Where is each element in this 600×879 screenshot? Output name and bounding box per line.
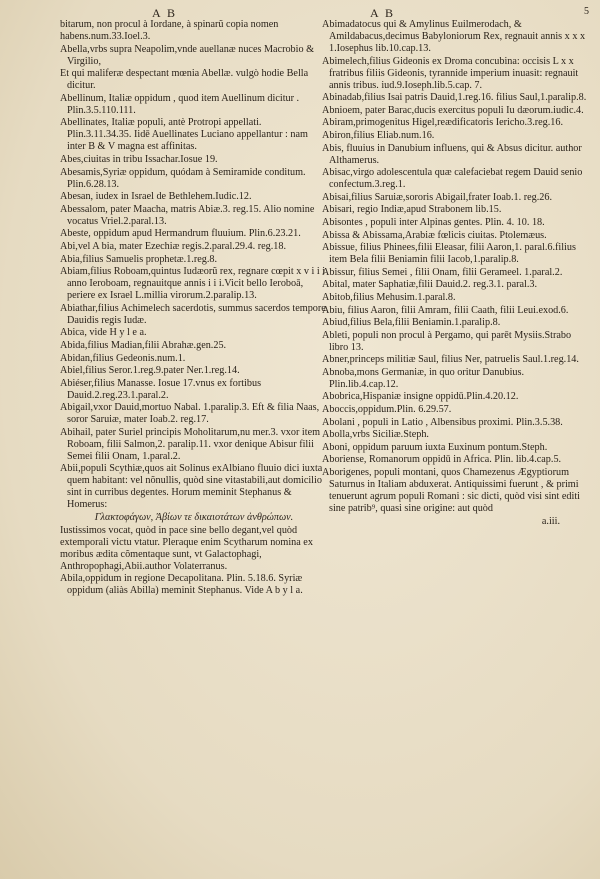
dictionary-entry: Abolani , populi in Latio , Albensibus proximi. Plin.3.5.38. bbox=[322, 416, 563, 428]
dictionary-entry: Abellinum, Italiæ oppidum , quod item Auellinum dicitur . Plin.3.5.110.111. bbox=[60, 92, 300, 116]
dictionary-entry: Abi,vel A bia, mater Ezechiæ regis.2.paral.29.4. reg.18. bbox=[60, 240, 287, 252]
dictionary-entry: Abii,populi Scythiæ,quos ait Solinus exAlbiano fluuio dici iuxta quem habitant: vel nõnullis, quòd sine vitastabili,aut domicilio sint in curribus degentes. Horum meminit Stephanus & Homerus: bbox=[60, 463, 323, 511]
dictionary-entry: Abessalom, pater Maacha, matris Abiæ.3. reg.15. Alio nomine vocatus Vriel.2.paral.13. bbox=[60, 203, 315, 227]
dictionary-entry: Aboccis,oppidum.Plin. 6.29.57. bbox=[322, 404, 452, 416]
dictionary-entry: Abinadab,filius Isai patris Dauid,1.reg.16. filius Saul,1.paralip.8. bbox=[322, 92, 587, 104]
dictionary-entry: Abiam,filius Roboam,quintus Iudæorũ rex, regnare cœpit x v i i i anno Ieroboam, regnauitque annis i i i.Vicit bello Ieroboā, periere ex Israel L.millia virorum.2.paralip.13. bbox=[60, 266, 326, 302]
dictionary-entry: Abner,princeps militiæ Saul, filius Ner, patruelis Saul.1.reg.14. bbox=[322, 354, 579, 366]
dictionary-entry: bitarum, non procul à Iordane, à spinarũ copia nomen habens.num.33.Ioel.3. bbox=[60, 19, 279, 42]
dictionary-entry: Abella,vrbs supra Neapolim,vnde auellanæ nuces Macrobio & Virgilio, bbox=[60, 43, 315, 67]
dictionary-entry: Abisai,filius Saruiæ,sororis Abigail,frater Ioab.1. reg.26. bbox=[322, 191, 553, 203]
left-column bbox=[60, 19, 328, 598]
dictionary-entry: Abellinates, Italiæ populi, antè Protropi appellati. Plin.3.11.34.35. Iidē Auellinates Luciano appellantur : nam inter B & V magna est affinitas. bbox=[60, 117, 308, 153]
dictionary-entry: Abesan, iudex in Israel de Bethlehem.Iudic.12. bbox=[60, 191, 252, 203]
dictionary-entry: Abia,filius Samuelis prophetæ.1.reg.8. bbox=[60, 253, 218, 265]
dictionary-entry: Abihail, pater Suriel principis Moholitarum,nu mer.3. vxor item Roboam, filii Salmon,2. paralip.11. vxor denique Abisur filii Semei filii Onam, 1.paral.2. bbox=[60, 426, 321, 462]
dictionary-entry: Abiéser,filius Manasse. Iosue 17.vnus ex fortibus Dauid.2.reg.23.1.paral.2. bbox=[60, 377, 262, 401]
dictionary-entry: Abiron,filius Eliab.num.16. bbox=[322, 129, 435, 141]
dictionary-entry: Iustissimos vocat, quòd in pace sine bello degant,vel quòd extemporali victu vtatur. Pleraque enim Scytharum nomina ex moribus ædita cõmentaque sunt, vt Galactophagi, Anthropophagi,Abii.author Volaterranus. bbox=[60, 524, 313, 572]
header-right-letters: A B bbox=[370, 6, 396, 20]
dictionary-entry: Abida,filius Madian,filii Abrahæ.gen.25. bbox=[60, 339, 227, 351]
dictionary-entry: Abimelech,filius Gideonis ex Droma concubina: occisis L x x fratribus filiis Gideonis, tyrannide imperium inuasit: regnauit annis tribus. iud.9.Ioseph.lib.5.cap. 7. bbox=[322, 55, 579, 91]
right-column bbox=[322, 19, 590, 528]
dictionary-entry: Abica, vide H y l e a. bbox=[60, 327, 147, 339]
dictionary-entry: Abissa & Abissama,Arabiæ fœlicis ciuitas. Ptolemæus. bbox=[322, 229, 547, 241]
dictionary-entry: Abobrica,Hispaniæ insigne oppidū.Plin.4.20.12. bbox=[322, 391, 519, 403]
dictionary-entry: Aboni, oppidum paruum iuxta Euxinum pontum.Steph. bbox=[322, 441, 548, 453]
dictionary-entry: Et qui maliferæ despectant mœnia Abellæ. vulgò hodie Bella dicitur. bbox=[60, 68, 309, 92]
dictionary-entry: Abeste, oppidum apud Hermandrum fluuium. Plin.6.23.21. bbox=[60, 228, 301, 240]
dictionary-entry: Abiu, filius Aaron, filii Amram, filii Caath, filii Leui.exod.6. bbox=[322, 304, 569, 316]
dictionary-entry: Abnoba,mons Germaniæ, in quo oritur Danubius. Plin.lib.4.cap.12. bbox=[322, 366, 525, 390]
dictionary-entry: Abes,ciuitas in tribu Issachar.Iosue 19. bbox=[60, 153, 218, 165]
header-left-letters: A B bbox=[152, 6, 178, 20]
dictionary-entry: Ableti, populi non procul à Pergamo, qui parēt Mysiis.Strabo libro 13. bbox=[322, 329, 572, 353]
page-number: 5 bbox=[584, 6, 591, 17]
dictionary-entry: Abiel,filius Seror.1.reg.9.pater Ner.1.reg.14. bbox=[60, 365, 240, 377]
dictionary-entry: Abiathar,filius Achimelech sacerdotis, summus sacerdos tempore Dauidis regis Iudæ. bbox=[60, 302, 326, 326]
dictionary-entry: Aboriense, Romanorum oppidū in Africa. Plin. lib.4.cap.5. bbox=[322, 454, 562, 466]
dictionary-entry: Aborigenes, populi montani, quos Chamezenus Ægyptiorum Saturnus in Italiam abduxerat. Antiquissimi fuerunt , & primi tenuerunt agrum populi Romani : sic dicti, quòd visi sint editi sine patrib⁹, quasi sine origine: aut quòd bbox=[322, 467, 580, 515]
signature-mark: a.iii. bbox=[541, 515, 560, 527]
dictionary-entry: Abissur, filius Semei , filii Onam, filii Gerameel. 1.paral.2. bbox=[322, 266, 563, 278]
dictionary-entry: Abigail,vxor Dauid,mortuo Nabal. 1.paralip.3. Eft & filia Naas, soror Saruiæ, mater Ioab.2. reg.17. bbox=[60, 402, 320, 426]
dictionary-entry: Abitob,filius Mehusim.1.paral.8. bbox=[322, 291, 456, 303]
greek-verse: Γλακτοφάγων, Ἀβίων τε δικαιοτάτων ἀνθρώπων. bbox=[94, 512, 294, 524]
dictionary-entry: Abimadatocus qui & Amylinus Euilmerodach, & Amildabacus,decimus Babyloniorum Rex, regnauit annis x x x 1.Iosephus lib.10.cap.13. bbox=[322, 19, 586, 54]
dictionary-entry: Abnioem, pater Barac,ducis exercitus populi Iu dæorum.iudic.4. bbox=[322, 104, 584, 116]
dictionary-entry: Abis, fluuius in Danubium influens, qui & Absus dicitur. author Althamerus. bbox=[322, 142, 582, 166]
dictionary-entry: Abiud,filius Bela,filii Beniamin.1.paralip.8. bbox=[322, 317, 501, 329]
dictionary-entry: Abiram,primogenitus Higel,reædificatoris Iericho.3.reg.16. bbox=[322, 117, 564, 129]
dictionary-entry: Abisari, regio Indiæ,apud Strabonem lib.15. bbox=[322, 204, 502, 216]
dictionary-entry: Abolla,vrbs Siciliæ.Steph. bbox=[322, 429, 429, 441]
dictionary-entry: Abisac,virgo adolescentula quæ calefaciebat regem Dauid senio confectum.3.reg.1. bbox=[322, 167, 583, 191]
dictionary-entry: Abila,oppidum in regione Decapolitana. Plin. 5.18.6. Syriæ oppidum (aliàs Abilla) meminit Stephanus. Vide A b y l a. bbox=[60, 573, 303, 597]
dictionary-entry: Abital, mater Saphatiæ,filii Dauid.2. reg.3.1. paral.3. bbox=[322, 279, 538, 291]
dictionary-entry: Abesamis,Syriæ oppidum, quódam à Semiramide conditum. Plin.6.28.13. bbox=[60, 166, 306, 190]
dictionary-entry: Abissue, filius Phinees,filii Eleasar, filii Aaron,1. paral.6.filius item Bela filii Beniamin filii Iacob,1.paralip.8. bbox=[322, 242, 576, 266]
dictionary-entry: Abidan,filius Gedeonis.num.1. bbox=[60, 352, 186, 364]
dictionary-entry: Abisontes , populi inter Alpinas gentes. Plin. 4. 10. 18. bbox=[322, 216, 545, 228]
